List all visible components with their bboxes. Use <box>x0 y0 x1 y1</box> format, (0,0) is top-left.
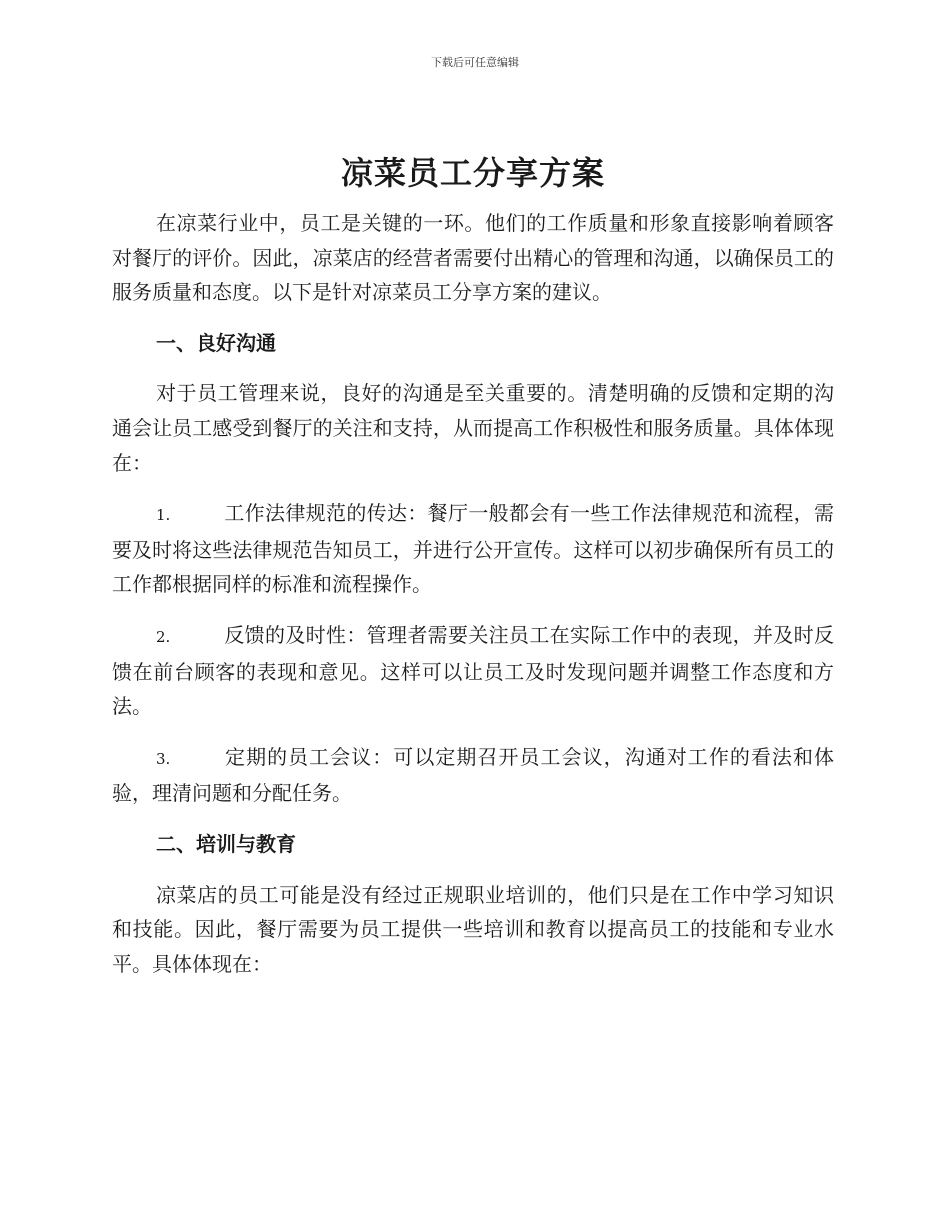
document-title: 凉菜员工分享方案 <box>340 154 605 192</box>
section-heading-communication: 一、良好沟通 <box>156 330 276 355</box>
header-note: 下载后可任意编辑 <box>431 56 519 69</box>
list-item <box>112 740 834 811</box>
document-body <box>112 148 834 997</box>
list-item-text: 工作法律规范的传达：餐厅一般都会有一些工作法律规范和流程，需要及时将这些法律规范告知员工，并进行公开宣传。这样可以初步确保所有员工的工作都根据同样的标准和流程操作。 <box>112 501 834 597</box>
section-heading-training: 二、培训与教育 <box>156 831 296 856</box>
list-item-number: 1. <box>156 506 171 525</box>
list-item-text: 定期的员工会议：可以定期召开员工会议，沟通对工作的看法和体验，理清问题和分配任务。 <box>112 744 834 806</box>
list-item <box>112 496 834 602</box>
list-item-number: 2. <box>156 627 171 646</box>
list-item-text: 反馈的及时性：管理者需要关注员工在实际工作中的表现，并及时反馈在前台顾客的表现和意见。这样可以让员工及时发现问题并调整工作态度和方法。 <box>112 622 834 719</box>
list-item-number: 3. <box>156 749 171 768</box>
intro-paragraph: 在凉菜行业中，员工是关键的一环。他们的工作质量和形象直接影响着顾客对餐厅的评价。因此，凉菜店的经营者需要付出精心的管理和沟通，以确保员工的服务质量和态度。以下是针对凉菜员工分享方案的建议。 <box>112 211 834 305</box>
list-item <box>112 618 834 724</box>
section-paragraph-training: 凉菜店的员工可能是没有经过正规职业培训的，他们只是在工作中学习知识和技能。因此，餐厅需要为员工提供一些培训和教育以提高员工的技能和专业水平。具体体现在： <box>112 882 834 976</box>
section-paragraph-communication: 对于员工管理来说，良好的沟通是至关重要的。清楚明确的反馈和定期的沟通会让员工感受到餐厅的关注和支持，从而提高工作积极性和服务质量。具体体现在： <box>112 381 834 475</box>
